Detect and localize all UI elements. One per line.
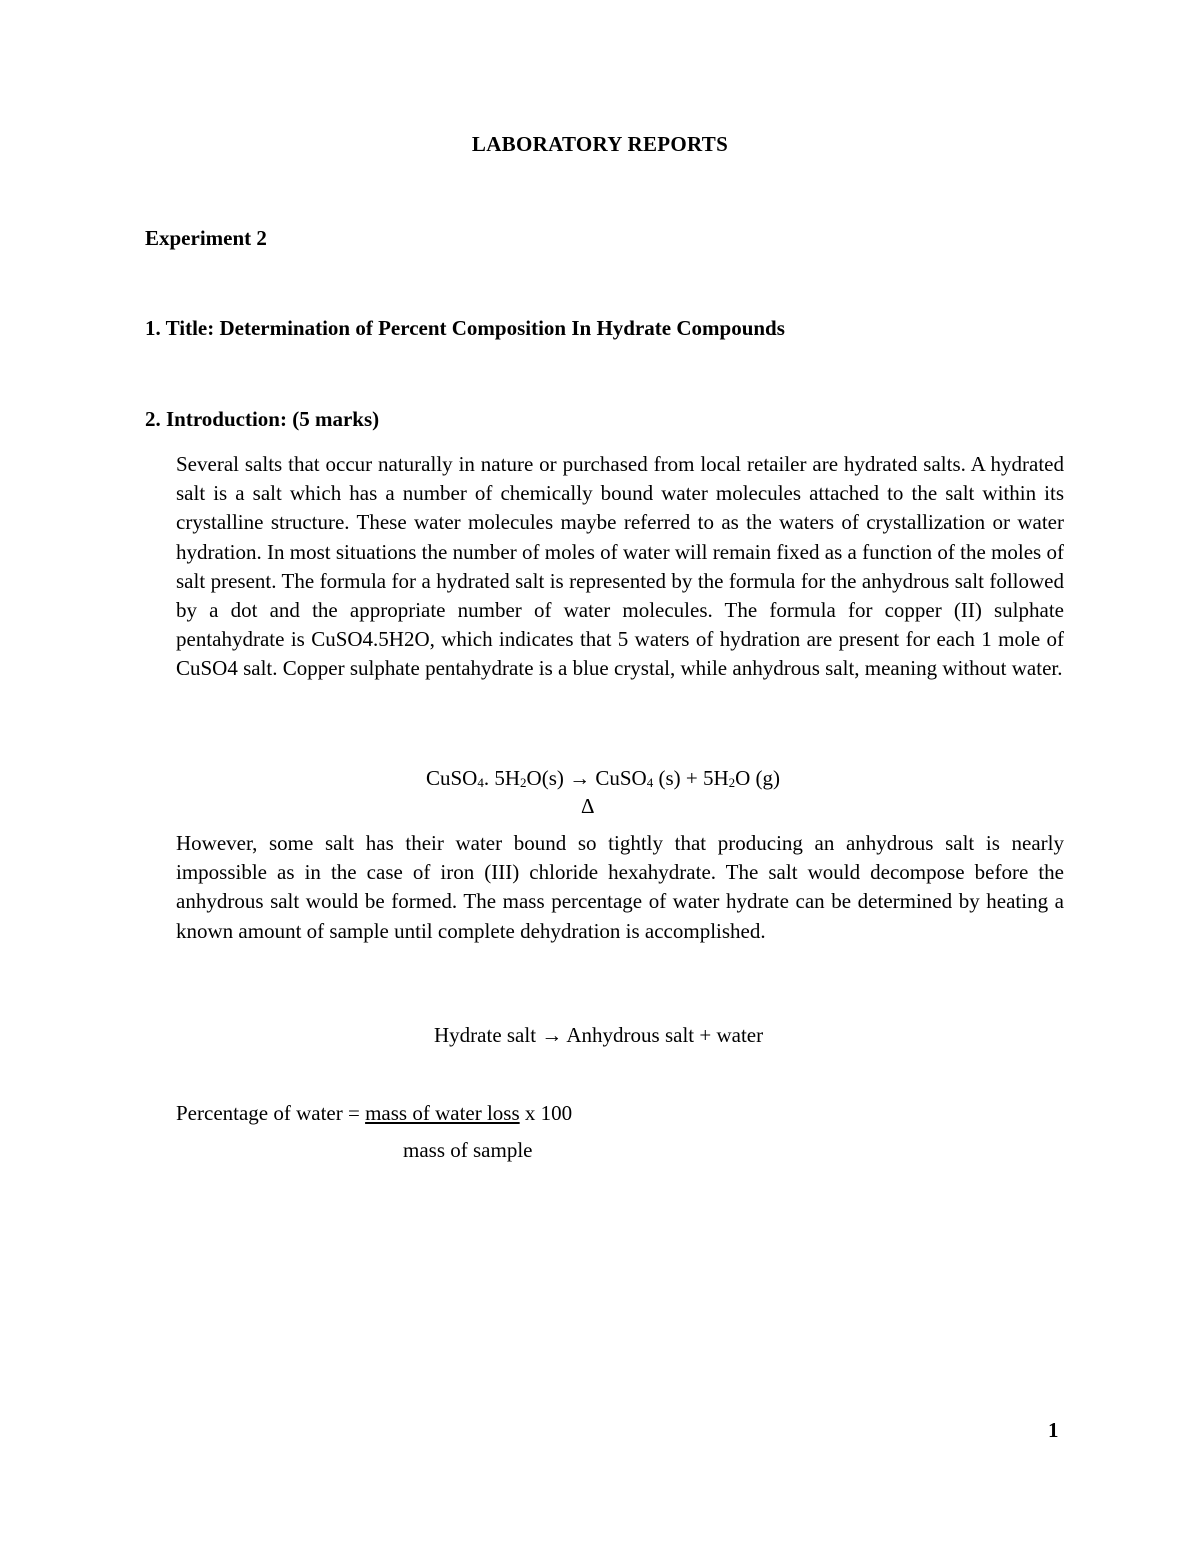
reaction-part: O(s) → CuSO xyxy=(526,766,647,790)
introduction-paragraph: Several salts that occur naturally in nature or purchased from local retailer are hydrated salts. A hydrated salt is a salt which has a number of chemically bound water molecules attached to the salt within its crystalline structure. These water molecules maybe referred to as the waters of crystallization or water hydration. In most situations the number of moles of water will remain fixed as a function of the moles of salt present. The formula for a hydrated salt is represented by the formula for the anhydrous salt followed by a dot and the appropriate number of water molecules. The formula for copper (II) sulphate pentahydrate is CuSO4.5H2O, which indicates that 5 waters of hydration are present for each 1 mole of CuSO4 salt. Copper sulphate pentahydrate is a blue crystal, while anhydrous salt, meaning without water. xyxy=(176,452,1064,681)
hydrate-word-equation: Hydrate salt → Anhydrous salt + water xyxy=(434,1023,764,1047)
reaction-part: CuSO xyxy=(426,766,478,790)
section-title-heading: 1. Title: Determination of Percent Composition In Hydrate Compounds xyxy=(145,316,785,340)
reaction-subscript: 2 xyxy=(728,775,736,790)
reaction-subscript: 4 xyxy=(477,775,484,790)
formula-denominator: mass of sample xyxy=(403,1138,533,1162)
experiment-label: Experiment 2 xyxy=(145,226,267,250)
section-introduction-heading: 2. Introduction: (5 marks) xyxy=(145,407,380,431)
document-title: LABORATORY REPORTS xyxy=(471,132,729,156)
reaction-part: (s) + 5H xyxy=(653,766,729,790)
formula-lhs: Percentage of water = xyxy=(176,1101,366,1125)
reaction-subscript: 4 xyxy=(646,775,654,790)
reaction-part: O (g) xyxy=(735,766,781,790)
reaction-part: . 5H xyxy=(483,766,521,790)
percentage-water-formula xyxy=(176,1101,572,1126)
heat-condition-symbol: Δ xyxy=(581,794,595,818)
formula-multiplier: x 100 xyxy=(519,1101,573,1125)
dehydration-reaction-equation xyxy=(426,766,780,791)
formula-numerator: mass of water loss xyxy=(365,1101,520,1125)
however-paragraph: However, some salt has their water bound so tightly that producing an anhydrous salt is nearly impossible as in the case of iron (III) chloride hexahydrate. The salt would decompose before the anhydrous salt would be formed. The mass percentage of water hydrate can be determined by heating a known amount of sample until complete dehydration is accomplished. xyxy=(176,831,1064,943)
reaction-subscript: 2 xyxy=(520,775,527,790)
page-number: 1 xyxy=(1048,1418,1059,1442)
